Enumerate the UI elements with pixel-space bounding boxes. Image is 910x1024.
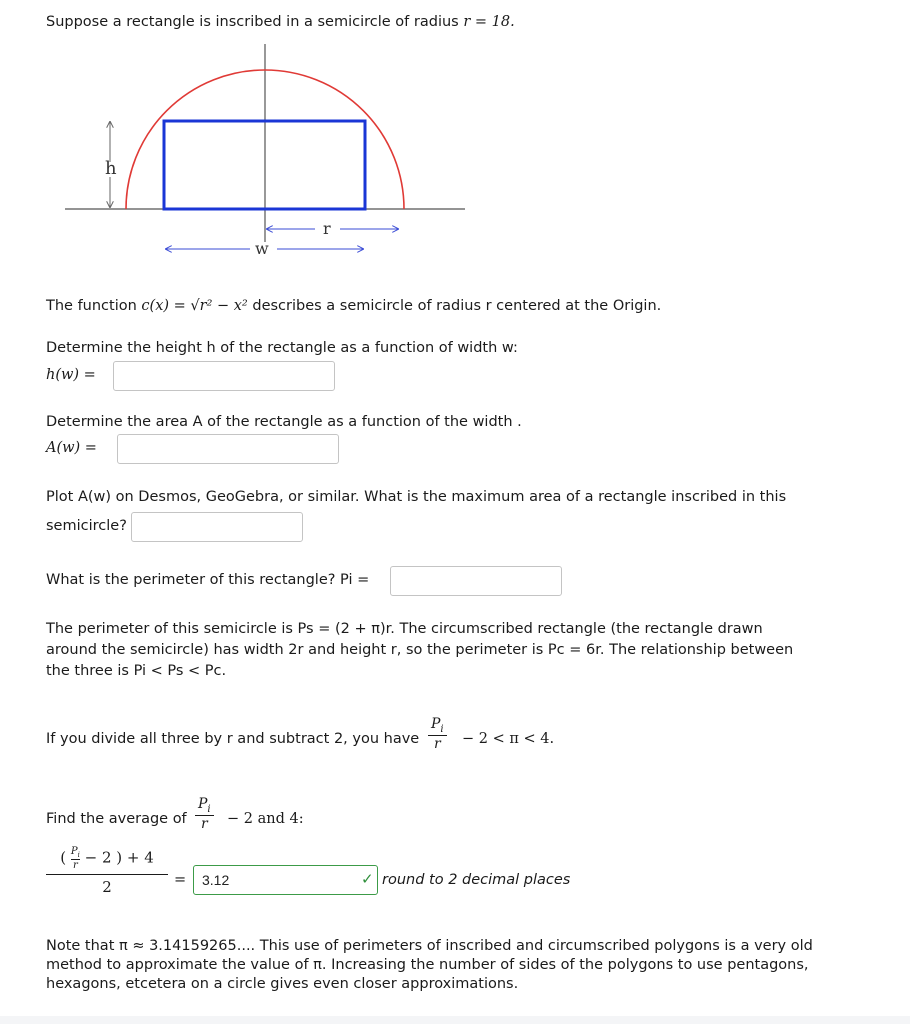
r-label: r	[323, 219, 331, 238]
height-prompt: Determine the height h of the rectangle as a function of width w:	[46, 340, 518, 356]
h-label: h	[105, 158, 117, 179]
max-area-prompt-line2: semicircle?	[46, 518, 127, 534]
correct-check-icon: ✓	[361, 870, 374, 888]
average-answer-input[interactable]	[193, 865, 378, 895]
note-line1: Note that π ≈ 3.14159265.... This use of perimeters of inscribed and circumscribed polygons is a very old	[46, 938, 813, 954]
max-area-input[interactable]	[131, 512, 303, 542]
average-suffix: − 2 and 4:	[227, 811, 304, 827]
perimeter-paragraph-line2: around the semicircle) has width 2r and height r, so the perimeter is Pc = 6r. The relationship between	[46, 642, 794, 658]
average-fraction: $\frac{P_i}{r}$	[195, 796, 214, 832]
area-prompt: Determine the area A of the rectangle as a function of the width .	[46, 414, 522, 430]
w-label: w	[255, 239, 269, 258]
divide-sentence-suffix: − 2 < π < 4.	[462, 731, 555, 747]
note-line2: method to approximate the value of π. Increasing the number of sides of the polygons to use pentagons,	[46, 957, 809, 973]
equals-sign: =	[174, 872, 187, 888]
area-label: A(w) =	[46, 440, 97, 456]
height-input[interactable]	[113, 361, 335, 391]
perimeter-prompt: What is the perimeter of this rectangle? Pi =	[46, 572, 370, 588]
function-sentence: The function c(x) = √r² − x² describes a semicircle of radius r centered at the Origin.	[46, 298, 662, 314]
intro-sentence: Suppose a rectangle is inscribed in a semicircle of radius r = 18.	[46, 14, 515, 30]
note-line3: hexagons, etcetera on a circle gives even closer approximations.	[46, 976, 519, 992]
perimeter-paragraph-line3: the three is Pi < Ps < Pc.	[46, 663, 227, 679]
height-label: h(w) =	[46, 367, 96, 383]
rounding-hint: round to 2 decimal places	[382, 872, 571, 888]
radius-value: r = 18.	[463, 14, 515, 30]
divide-sentence-prefix: If you divide all three by r and subtract 2, you have	[46, 731, 420, 747]
function-formula: c(x) = √r² − x²	[141, 298, 248, 314]
max-area-prompt-line1: Plot A(w) on Desmos, GeoGebra, or similar. What is the maximum area of a rectangle inscribed in this	[46, 489, 787, 505]
perimeter-input[interactable]	[390, 566, 562, 596]
average-formula: ( $\frac{P_i}{r}$ − 2 ) + 4 2	[46, 846, 168, 896]
page-footer-band	[0, 1016, 910, 1024]
average-prefix: Find the average of	[46, 811, 187, 827]
semicircle-diagram	[55, 42, 475, 267]
area-input[interactable]	[117, 434, 339, 464]
divide-fraction: $\frac{P_i}{r}$	[428, 716, 447, 752]
perimeter-paragraph-line1: The perimeter of this semicircle is Ps = (2 + π)r. The circumscribed rectangle (the rectangle drawn	[46, 621, 763, 637]
